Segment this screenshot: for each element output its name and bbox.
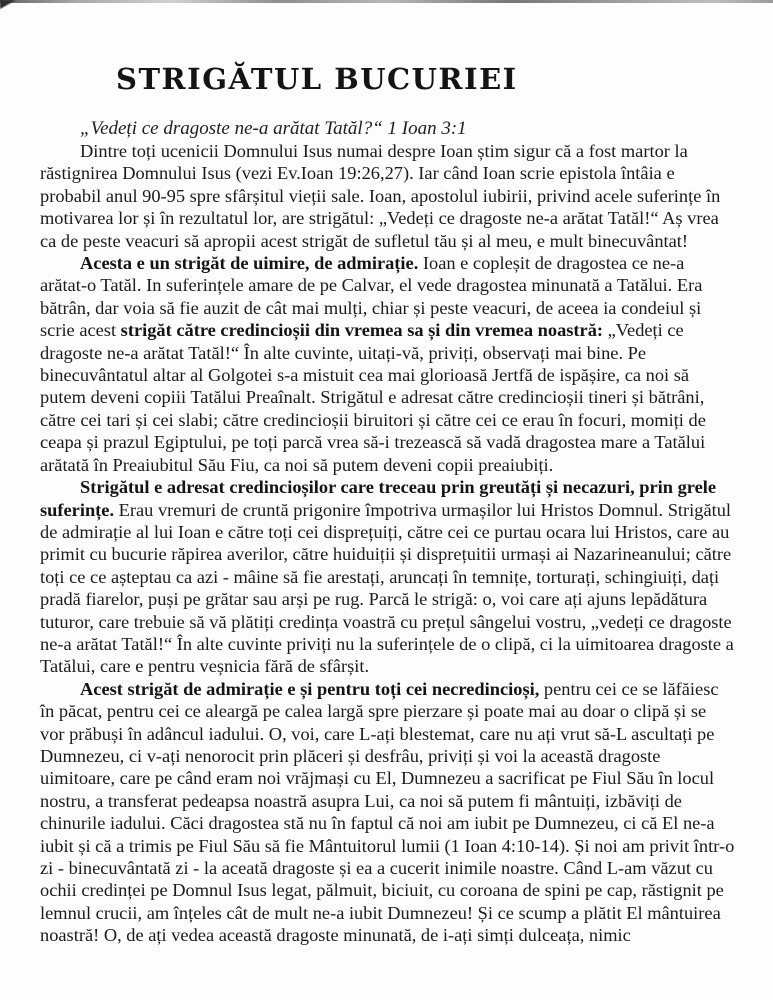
paragraph-2-text-a: Ioan e copleșit de dragostea ce ne-a arătat-o Tatăl. In suferințele amare de pe Calvar, el vede dragostea minunată a Tatălui. Era bătrân, dar voia să fie auzit de cât mai mulți, chiar și peste veacuri, de aceea ia condeiul și scrie acest bbox=[40, 253, 703, 341]
page-title: STRIGĂTUL BUCURIEI bbox=[116, 62, 518, 96]
paragraph-4-text: pentru cei ce se lăfăiesc în păcat, pentru cei ce aleargă pe calea largă spre pierzare și poate mai au doar o clipă și se vor prăbuși în adâncul iadului. O, voi, care L-ați blestemat, care nu ați vrut să-L ascultați pe Dumnezeu, ci v-ați nenorocit prin plăceri și desfrâu, priviți și voi la această dragoste uimitoare, care pe când eram noi vrăjmași cu El, Dumnezeu a sacrificat pe Fiul Său în locul nostru, a transferat pedeapsa noastră asupra Lui, ca noi să putem fi mântuiți, izbăviți de chinurile iadului. Căci dragostea stă nu în faptul că noi am iubit pe Dumnezeu, ci că El ne-a iubit și că a trimis pe Fiul Său să fie Mântuitorul lumii (1 Ioan 4:10-14). Și noi am privit într-o zi - binecuvântată zi - la aceată dragoste și ea a cucerit inimile noastre. Când L-am văzut cu ochii credinței pe Domnul Isus legat, pălmuit, biciuit, cu coroana de spini pe cap, răstignit pe lemnul crucii, am înțeles cât de mult ne-a iubit Dumnezeu! Și ce scump a plătit El mântuirea noastră! O, de ați vedea această dragoste minunată, de i-ați simți dulceața, nimic bbox=[40, 678, 735, 946]
paragraph-2-text-b: „Vedeți ce dragoste ne-a arătat Tatăl!“ În alte cuvinte, uitați-vă, priviți, observați mai bine. Pe binecuvântatul altar al Golgotei s-a mistuit cea mai glorioasă Jertfă de ispășire, ca noi să putem deveni copiii Tatălui Preaînalt. Strigătul e adresat către credincioșii tineri și bătrâni, către cei tari și cei slabi; către credincioșii biruitori și către cei ce erau în focuri, momiți de ceapa și prazul Egiptului, pe toți parcă vrea să-i trezească să vadă dragostea mare a Tatălui arătată în Preaiubitul Său Fiu, ca noi să putem deveni copii preaiubiți. bbox=[40, 320, 706, 475]
paragraph-1-text: Dintre toți ucenicii Domnului Isus numai despre Ioan știm sigur că a fost martor la răstignirea Domnului Isus (vezi Ev.Ioan 19:26,27). Iar când Ioan scrie epistola întâia e probabil anul 90-95 spre sfârșitul vieții sale. Ioan, apostolul iubirii, privind acele suferințe în motivarea lor și în rezultatul lor, are strigătul: „Vedeți ce dragoste ne-a arătat Tatăl!“ Aș vrea ca de peste veacuri să apropii acest strigăt de sufletul tău și al meu, e mult binecuvântat! bbox=[40, 141, 721, 251]
paragraph-3 bbox=[40, 476, 735, 678]
paragraph-4-bold-lead: Acest strigăt de admirație e și pentru toți cei necredincioși, bbox=[80, 678, 540, 699]
paragraph-4 bbox=[40, 678, 735, 947]
paragraph-3-bold-lead: Strigătul e adresat credincioșilor care treceau prin greutăți și necazuri, prin grele suferințe. bbox=[40, 477, 717, 520]
paragraph-2-bold-mid: strigăt către credincioșii din vremea sa și din vremea noastră: bbox=[120, 320, 604, 341]
epigraph-quote: „Vedeți ce dragoste ne-a arătat Tatăl?“ 1 Ioan 3:1 bbox=[80, 118, 467, 139]
paragraph-2-bold-lead: Acesta e un strigăt de uimire, de admirație. bbox=[80, 253, 419, 274]
paragraph-1 bbox=[40, 140, 735, 252]
paragraph-2 bbox=[40, 252, 735, 476]
paragraph-3-text: Erau vremuri de cruntă prigonire împotriva urmașilor lui Hristos Domnul. Strigătul de admirație al lui Ioan e către toți cei disprețuiți, către cei ce purtau ocara lui Hristos, care au primit cu bucurie răpirea averilor, către huiduiții și disprețuitii urmași ai Nazarineanului; către toți ce ce așteptau ca azi - mâine să fie arestați, aruncați în temnițe, torturați, schingiuiți, dați pradă fiarelor, puși pe grătar sau arși pe rug. Parcă le strigă: o, voi care ați ajuns lepădătura tuturor, care trebuie să vă plătiți credința voastră cu prețul sângelui vostru, „vedeți ce dragoste ne-a arătat Tatăl!“ În alte cuvinte priviți nu la suferințele de o clipă, ci la uimitoarea dragoste a Tatălui, care e pentru veșnicia fără de sfârșit. bbox=[40, 499, 734, 677]
